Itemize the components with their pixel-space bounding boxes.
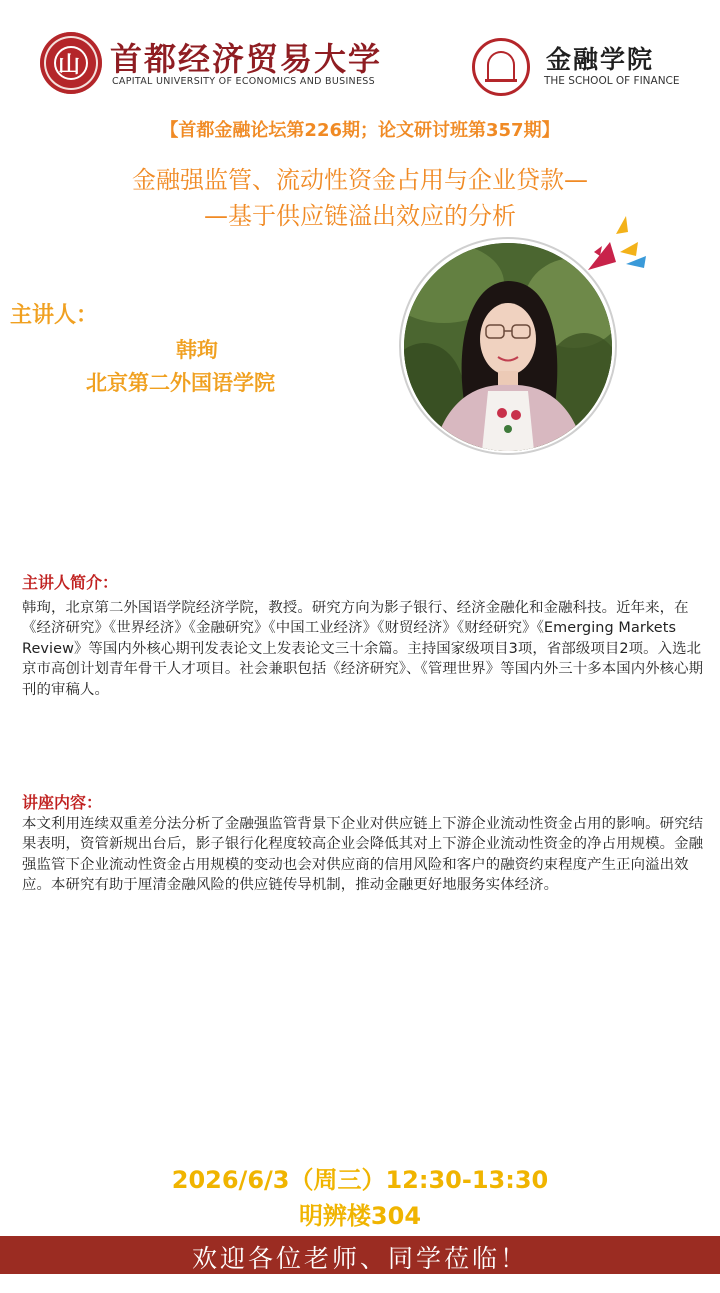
school-seal-icon <box>472 38 530 96</box>
event-time: 2026/6/3（周三）12:30-13:30 <box>171 1166 549 1194</box>
lecture-heading: 讲座内容： <box>22 793 103 812</box>
university-name-cn: 首都经济贸易大学 <box>110 40 383 78</box>
bio-heading: 主讲人简介： <box>22 573 119 592</box>
school-name-en: THE SCHOOL OF FINANCE <box>544 75 680 87</box>
speaker-institution: 北京第二外国语学院 <box>86 371 275 395</box>
speaker-label: 主讲人： <box>10 303 99 328</box>
confetti-decoration <box>580 212 650 278</box>
university-name-en: CAPITAL UNIVERSITY OF ECONOMICS AND BUSINESS <box>112 76 375 87</box>
event-title-line2: —基于供应链溢出效应的分析 <box>204 202 516 230</box>
school-name-cn: 金融学院 <box>546 45 655 74</box>
event-series: 【首都金融论坛第226期；论文研讨班第357期】 <box>160 120 560 141</box>
speaker-name: 韩珣 <box>176 338 218 362</box>
event-title <box>60 162 660 234</box>
university-seal-icon: 山 <box>40 32 102 94</box>
event-place: 明辨楼304 <box>298 1202 422 1230</box>
speaker-photo <box>404 243 612 451</box>
event-title-line1: 金融强监管、流动性资金占用与企业贷款— <box>132 166 588 194</box>
welcome-text: 欢迎各位老师、同学莅临！ <box>191 1244 528 1273</box>
welcome-banner <box>0 1236 720 1274</box>
lecture-text: 本文利用连续双重差分法分析了金融强监管背景下企业对供应链上下游企业流动性资金占用的影响。研究结果表明，资管新规出台后，影子银行化程度较高企业会降低其对上下游企业流动性资金的净占用规模。金融强监管下企业流动性资金占用规模的变动也会对供应商的信用风险和客户的融资约束程度产生正向溢出效应。本研究有助于厘清金融风险的供应链传导机制，推动金融更好地服务实体经济。 <box>22 816 704 894</box>
bio-text: 韩珣，北京第二外国语学院经济学院，教授。研究方向为影子银行、经济金融化和金融科技。近年来，在《经济研究》《世界经济》《金融研究》《中国工业经济》《财贸经济》《财经研究》《Emerging Markets Review》等国内外核心期刊发表论文上发表论文三十余篇。主持国家级项目3项，省部级项目2项。入选北京市高创计划青年骨干人才项目。社会兼职包括《经济研究》、《管理世界》等国内外三十多本国内外核心期刊的审稿人。 <box>22 600 704 698</box>
